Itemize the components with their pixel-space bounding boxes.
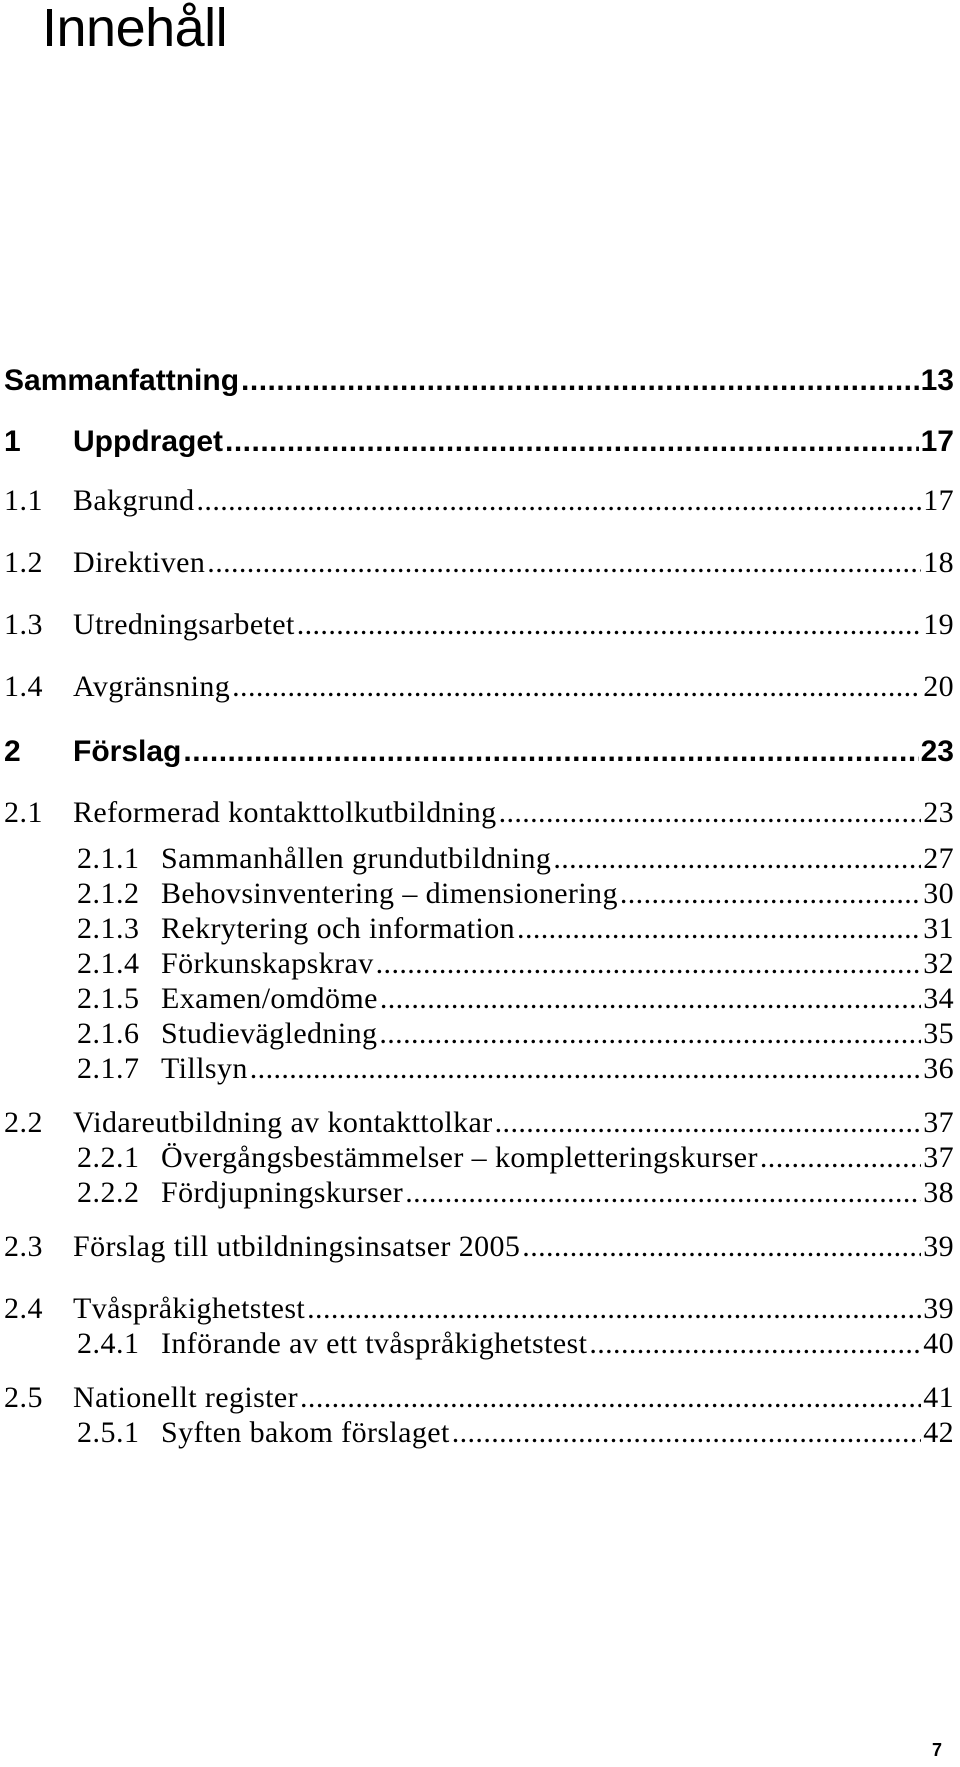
toc-leader xyxy=(183,734,918,770)
toc-number: 2.4 xyxy=(4,1292,43,1325)
toc-entry-2-1-4[interactable] xyxy=(0,947,960,981)
toc-page-number: 13 xyxy=(920,364,954,397)
toc-number: 2.5.1 xyxy=(77,1416,140,1449)
toc-title: Syften bakom förslaget xyxy=(161,1416,450,1449)
toc-page-number: 17 xyxy=(920,425,954,458)
toc-leader xyxy=(620,877,921,911)
toc-number: 2.1.1 xyxy=(77,842,140,875)
toc-entry-2-1[interactable] xyxy=(0,796,960,830)
toc-leader xyxy=(760,1141,921,1175)
toc-entry-2-2-1[interactable] xyxy=(0,1141,960,1175)
toc-number: 1.3 xyxy=(4,608,43,641)
toc-title: Vidareutbildning av kontakttolkar xyxy=(73,1106,493,1139)
toc-title: Reformerad kontakttolkutbildning xyxy=(73,796,497,829)
toc-entry-2-1-6[interactable] xyxy=(0,1017,960,1051)
toc-leader xyxy=(241,363,919,399)
toc-entry-1-2[interactable] xyxy=(0,546,960,580)
toc-page-number: 20 xyxy=(923,670,954,703)
toc-number: 1.4 xyxy=(4,670,43,703)
toc-page-number: 27 xyxy=(923,842,954,875)
toc-number: 1 xyxy=(4,425,21,458)
toc-number: 2.2.1 xyxy=(77,1141,140,1174)
toc-page-number: 17 xyxy=(923,484,954,517)
toc-title: Sammanhållen grundutbildning xyxy=(161,842,552,875)
toc-entry-1-1[interactable] xyxy=(0,484,960,518)
toc-title: Förslag till utbildningsinsatser 2005 xyxy=(73,1230,521,1263)
toc-page-number: 35 xyxy=(923,1017,954,1050)
toc-title: Fördjupningskurser xyxy=(161,1176,404,1209)
toc-page-number: 40 xyxy=(923,1327,954,1360)
toc-number: 2.1 xyxy=(4,796,43,829)
toc-number: 2.1.5 xyxy=(77,982,140,1015)
toc-leader xyxy=(197,484,922,518)
toc-leader xyxy=(517,912,921,946)
toc-number: 2.2.2 xyxy=(77,1176,140,1209)
toc-leader xyxy=(307,1292,921,1326)
toc-title: Bakgrund xyxy=(73,484,195,517)
toc-entry-2-3[interactable] xyxy=(0,1230,960,1264)
toc-leader xyxy=(207,546,921,580)
toc-title: Behovsinventering – dimensionering xyxy=(161,877,618,910)
toc-page-number: 18 xyxy=(923,546,954,579)
toc-title: Införande av ett tvåspråkighetstest xyxy=(161,1327,588,1360)
toc-page-number: 36 xyxy=(923,1052,954,1085)
toc-entry-1-4[interactable] xyxy=(0,670,960,704)
toc-leader xyxy=(495,1106,922,1140)
toc-entry-2-5[interactable] xyxy=(0,1381,960,1415)
toc-entry-chapter-1[interactable] xyxy=(0,424,960,460)
toc-entry-chapter-2[interactable] xyxy=(0,734,960,770)
toc-leader xyxy=(297,608,921,642)
toc-page-number: 38 xyxy=(923,1176,954,1209)
toc-leader xyxy=(405,1176,921,1210)
toc-title: Sammanfattning xyxy=(4,364,240,397)
toc-entry-2-5-1[interactable] xyxy=(0,1416,960,1450)
toc-leader xyxy=(379,1017,921,1051)
toc-page-number: 41 xyxy=(923,1381,954,1414)
toc-page-number: 42 xyxy=(923,1416,954,1449)
toc-number: 2.4.1 xyxy=(77,1327,140,1360)
toc-page-number: 37 xyxy=(923,1141,954,1174)
toc-number: 2.5 xyxy=(4,1381,43,1414)
toc-entry-2-2[interactable] xyxy=(0,1106,960,1140)
toc-entry-1-3[interactable] xyxy=(0,608,960,642)
toc-title: Direktiven xyxy=(73,546,206,579)
toc-page-number: 31 xyxy=(923,912,954,945)
toc-leader xyxy=(499,796,922,830)
toc-page-number: 39 xyxy=(923,1230,954,1263)
toc-leader xyxy=(380,982,921,1016)
toc-title: Rekrytering och information xyxy=(161,912,516,945)
toc-page-number: 37 xyxy=(923,1106,954,1139)
toc-leader xyxy=(225,424,919,460)
toc-number: 1.1 xyxy=(4,484,43,517)
toc-title: Övergångsbestämmelser – kompletteringskurser xyxy=(161,1141,758,1174)
toc-title: Tvåspråkighetstest xyxy=(73,1292,306,1325)
toc-number: 2.2 xyxy=(4,1106,43,1139)
toc-title: Examen/omdöme xyxy=(161,982,378,1015)
toc-entry-2-1-7[interactable] xyxy=(0,1052,960,1086)
toc-page-number: 34 xyxy=(923,982,954,1015)
toc-entry-2-4[interactable] xyxy=(0,1292,960,1326)
toc-number: 2.1.7 xyxy=(77,1052,140,1085)
toc-leader xyxy=(232,670,921,704)
toc-leader xyxy=(589,1327,921,1361)
toc-leader xyxy=(376,947,922,981)
toc-page-number: 23 xyxy=(920,735,954,768)
toc-entry-summary[interactable] xyxy=(0,363,960,399)
toc-number: 2.1.2 xyxy=(77,877,140,910)
toc-leader xyxy=(452,1416,921,1450)
toc-page-number: 39 xyxy=(923,1292,954,1325)
toc-page-number: 19 xyxy=(923,608,954,641)
toc-title: Förkunskapskrav xyxy=(161,947,374,980)
toc-entry-2-4-1[interactable] xyxy=(0,1327,960,1361)
toc-title: Uppdraget xyxy=(73,425,223,458)
toc-title: Förslag xyxy=(73,735,182,768)
toc-entry-2-1-1[interactable] xyxy=(0,842,960,876)
toc-page-number: 23 xyxy=(923,796,954,829)
toc-entry-2-1-3[interactable] xyxy=(0,912,960,946)
toc-number: 2 xyxy=(4,735,21,768)
toc-entry-2-1-5[interactable] xyxy=(0,982,960,1016)
toc-leader xyxy=(522,1230,921,1264)
page-number: 7 xyxy=(931,1740,942,1760)
toc-entry-2-2-2[interactable] xyxy=(0,1176,960,1210)
toc-page-number: 30 xyxy=(923,877,954,910)
toc-title: Utredningsarbetet xyxy=(73,608,295,641)
toc-number: 2.1.6 xyxy=(77,1017,140,1050)
page-title: Innehåll xyxy=(42,0,228,58)
toc-title: Nationellt register xyxy=(73,1381,299,1414)
toc-title: Avgränsning xyxy=(73,670,231,703)
toc-number: 2.1.3 xyxy=(77,912,140,945)
toc-entry-2-1-2[interactable] xyxy=(0,877,960,911)
toc-number: 1.2 xyxy=(4,546,43,579)
toc-leader xyxy=(250,1052,921,1086)
toc-number: 2.1.4 xyxy=(77,947,140,980)
toc-leader xyxy=(300,1381,921,1415)
toc-page-number: 32 xyxy=(923,947,954,980)
toc-number: 2.3 xyxy=(4,1230,43,1263)
toc-title: Studievägledning xyxy=(161,1017,378,1050)
toc-leader xyxy=(553,842,921,876)
toc-title: Tillsyn xyxy=(161,1052,248,1085)
